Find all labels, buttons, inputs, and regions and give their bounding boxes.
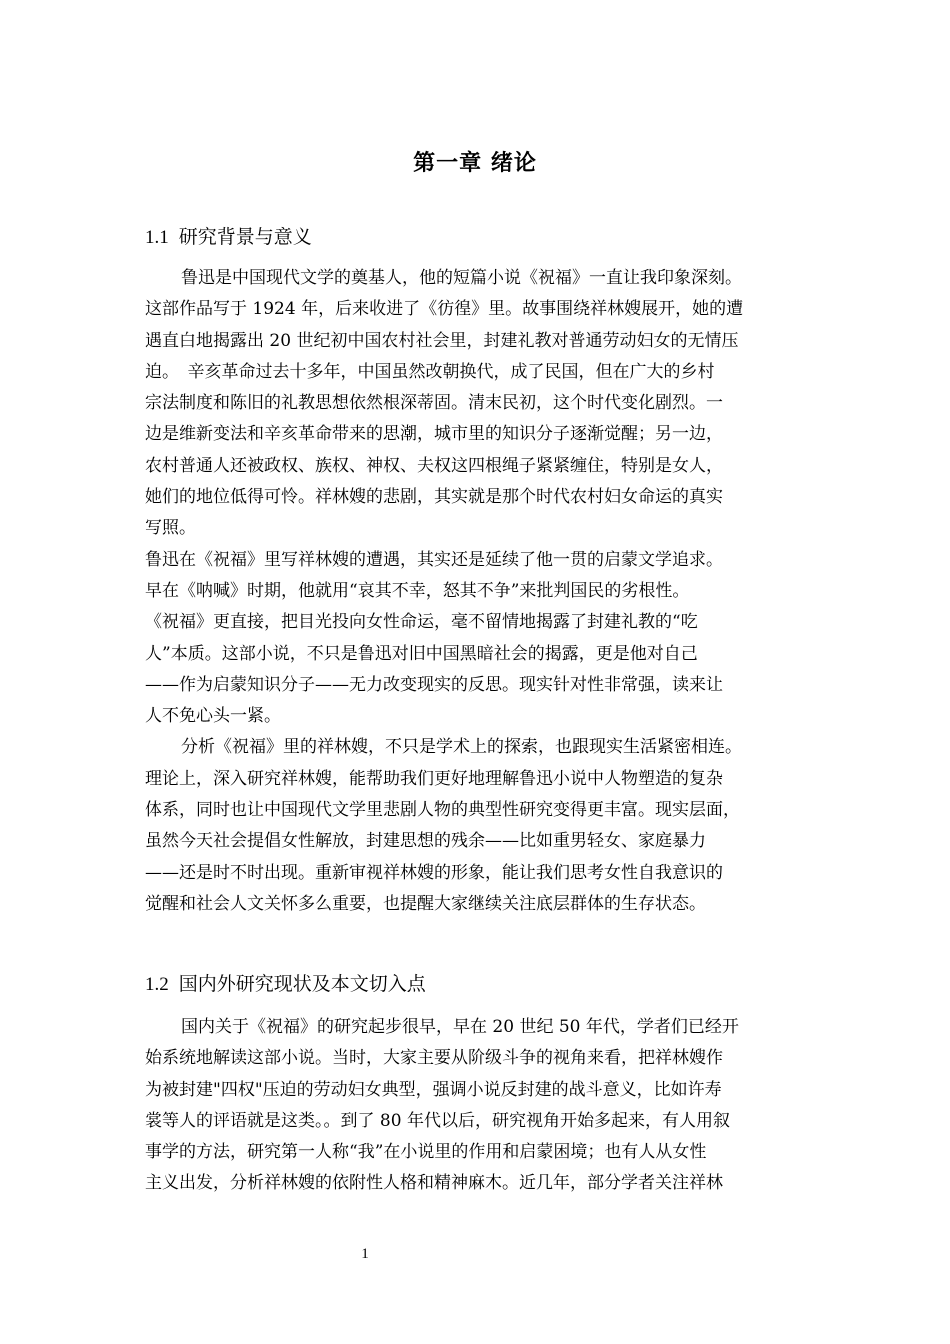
section-body-1-2 [145, 1012, 810, 1200]
paragraph-line: 为被封建"四权"压迫的劳动妇女典型，强调小说反封建的战斗意义，比如许寿 [145, 1079, 722, 1100]
paragraph-line: 事学的方法，研究第一人称“我”在小说里的作用和启蒙困境；也有人从女性 [145, 1142, 707, 1163]
paragraph-line: 始系统地解读这部小说。当时，大家主要从阶级斗争的视角来看，把祥林嫂作 [145, 1048, 723, 1069]
paragraph-line: 人”本质。这部小说，不只是鲁迅对旧中国黑暗社会的揭露，更是他对自己 [145, 643, 698, 664]
chapter-title: 第一章 绪论 [413, 151, 537, 176]
paragraph-line: 早在《呐喊》时期，他就用“哀其不幸，怒其不争”来批判国民的劣根性。 [145, 580, 690, 601]
paragraph-line: 遇直白地揭露出 20 世纪初中国农村社会里，封建礼教对普通劳动妇女的无情压 [145, 330, 739, 351]
page-number: 1 [361, 1246, 369, 1262]
paragraph-line: 人不免心头一紧。 [145, 706, 281, 727]
paragraph-line: 她们的地位低得可怜。祥林嫂的悲剧，其实就是那个时代农村妇女命运的真实 [145, 487, 723, 508]
section-title: 研究背景与意义 [178, 226, 312, 248]
paragraph-line: 边是维新变法和辛亥革命带来的思潮，城市里的知识分子逐渐觉醒；另一边， [145, 424, 723, 445]
paragraph-line: 体系，同时也让中国现代文学里悲剧人物的典型性研究变得更丰富。现实层面， [145, 800, 740, 821]
paragraph-line: 裳等人的评语就是这类。。到了 80 年代以后，研究视角开始多起来，有人用叙 [145, 1110, 730, 1131]
paragraph-line: 这部作品写于 1924 年，后来收进了《彷徨》里。故事围绕祥林嫂展开，她的遭 [145, 299, 744, 320]
section-title: 国内外研究现状及本文切入点 [178, 973, 426, 995]
paragraph-line: 鲁迅在《祝福》里写祥林嫂的遭遇，其实还是延续了他一贯的启蒙文学追求。 [145, 549, 723, 570]
paragraph-line: 迫。 辛亥革命过去十多年，中国虽然改朝换代，成了民国，但在广大的乡村 [145, 361, 715, 382]
section-heading-1-2 [145, 970, 426, 999]
paragraph-line: ——作为启蒙知识分子——无力改变现实的反思。现实针对性非常强，读来让 [145, 674, 723, 695]
section-number: 1.1 [145, 227, 169, 248]
paragraph-line: 国内关于《祝福》的研究起步很早，早在 20 世纪 50 年代，学者们已经开 [181, 1017, 739, 1037]
section-body-1-1 [145, 263, 810, 920]
paragraph-line: ——还是时不时出现。重新审视祥林嫂的形象，能让我们思考女性自我意识的 [145, 862, 723, 883]
paragraph-line: 鲁迅是中国现代文学的奠基人，他的短篇小说《祝福》一直让我印象深刻。 [181, 268, 742, 288]
section-number: 1.2 [145, 974, 169, 995]
paragraph-line: 分析《祝福》里的祥林嫂，不只是学术上的探索，也跟现实生活紧密相连。 [181, 737, 742, 758]
paragraph-line: 写照。 [145, 518, 196, 539]
paragraph-line: 《祝福》更直接，把目光投向女性命运，毫不留情地揭露了封建礼教的“吃 [145, 612, 698, 633]
paragraph-line: 觉醒和社会人文关怀多么重要，也提醒大家继续关注底层群体的生存状态。 [145, 893, 706, 914]
section-heading-1-1 [145, 223, 312, 252]
paragraph-line: 主义出发，分析祥林嫂的依附性人格和精神麻木。近几年，部分学者关注祥林 [145, 1173, 723, 1194]
paragraph-line: 理论上，深入研究祥林嫂，能帮助我们更好地理解鲁迅小说中人物塑造的复杂 [145, 768, 723, 789]
paragraph-line: 虽然今天社会提倡女性解放，封建思想的残余——比如重男轻女、家庭暴力 [145, 831, 706, 852]
paragraph-line: 宗法制度和陈旧的礼教思想依然根深蒂固。清末民初，这个时代变化剧烈。一 [145, 393, 723, 414]
paragraph-line: 农村普通人还被政权、族权、神权、夫权这四根绳子紧紧缠住，特别是女人， [145, 455, 723, 476]
